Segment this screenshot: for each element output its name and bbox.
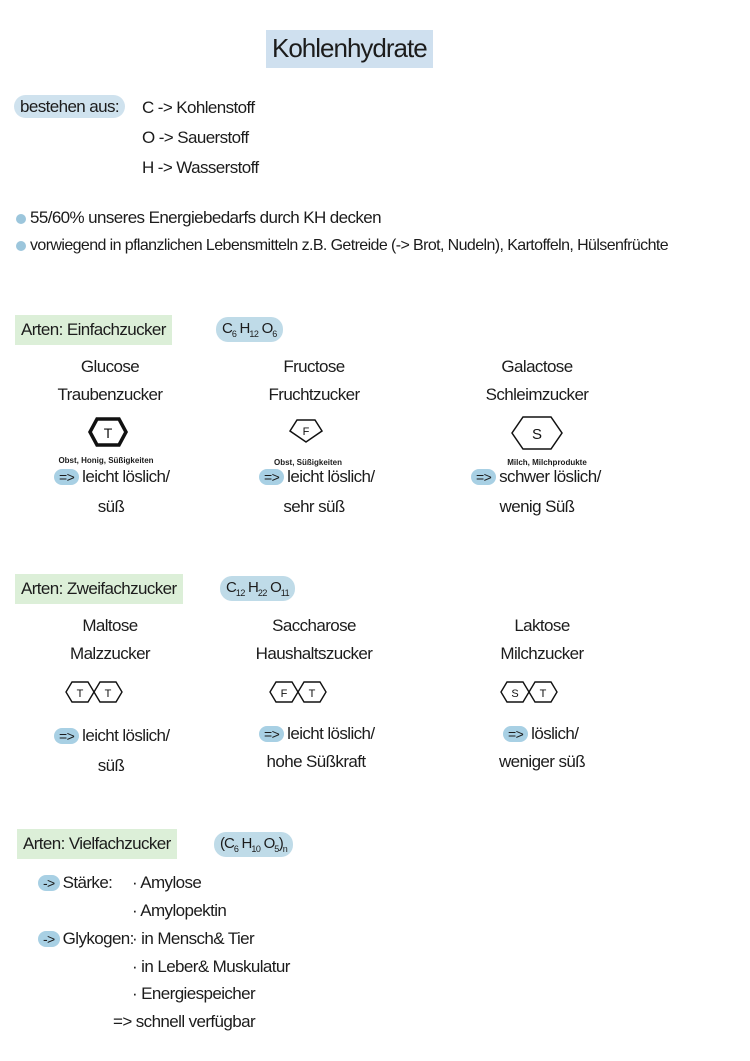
fructose-alt-name: Fruchtzucker xyxy=(268,385,360,404)
fructose-property-1: => leicht löslich/ xyxy=(259,467,375,487)
page-title: Kohlenhydrate xyxy=(266,30,433,68)
composition-item-o: O -> Sauerstoff xyxy=(142,128,249,147)
glucose-hexagon-icon xyxy=(88,416,128,448)
glycogen-item-1: · in Mensch& Tier xyxy=(132,929,255,948)
glucose-property-2: süß xyxy=(97,497,125,516)
saccharose-molecule-icon xyxy=(268,680,330,704)
arrow-icon: => xyxy=(259,469,284,485)
galactose-note: Milch, Milchprodukte xyxy=(507,458,587,467)
bullet-sources xyxy=(16,237,668,255)
glucose-alt-name: Traubenzucker xyxy=(57,385,163,404)
starch-item-amylose: · Amylose xyxy=(132,873,202,892)
fructose-pentagon-icon xyxy=(288,418,324,444)
maltose-name: Maltose xyxy=(82,616,138,635)
svg-text:S: S xyxy=(531,426,543,443)
galactose-alt-name: Schleimzucker xyxy=(485,385,589,404)
galactose-property-2: wenig Süß xyxy=(499,497,575,516)
glucose-name: Glucose xyxy=(80,357,140,376)
bullet-energy xyxy=(16,208,381,228)
galactose-hexagon-icon xyxy=(510,414,564,452)
svg-text:F: F xyxy=(280,688,288,700)
saccharose-property-2: hohe Süßkraft xyxy=(266,752,366,771)
svg-text:T: T xyxy=(539,688,547,700)
svg-text:T: T xyxy=(104,688,112,700)
laktose-name: Laktose xyxy=(514,616,570,635)
svg-text:T: T xyxy=(76,688,84,700)
maltose-molecule-icon xyxy=(64,680,126,704)
arrow-icon: -> xyxy=(38,931,60,947)
composition-label-wrap xyxy=(14,97,125,117)
maltose-alt-name: Malzzucker xyxy=(70,644,150,663)
composition-item-c: C -> Kohlenstoff xyxy=(142,98,255,117)
saccharose-alt-name: Haushaltszucker xyxy=(255,644,373,663)
laktose-property-2: weniger süß xyxy=(499,752,585,771)
glycogen-item-2: · in Leber& Muskulatur xyxy=(132,957,290,976)
composition-item-h: H -> Wasserstoff xyxy=(142,158,259,177)
bullet-sources-text: vorwiegend in pflanzlichen Lebensmitteln z.B. Getreide (-> Brot, Nudeln), Kartoffeln, Hülsenfrüchte xyxy=(30,237,669,254)
fructose-note: Obst, Süßigkeiten xyxy=(273,458,343,467)
arrow-icon: => xyxy=(471,469,496,485)
laktose-property-1: => löslich/ xyxy=(503,724,578,744)
maltose-property-2: süß xyxy=(97,756,125,775)
glycogen-label: -> Glykogen: xyxy=(38,929,134,949)
starch-item-amylopektin: · Amylopektin xyxy=(132,901,227,920)
arrow-icon: -> xyxy=(38,875,60,891)
arrow-icon: => xyxy=(54,469,79,485)
laktose-alt-name: Milchzucker xyxy=(500,644,584,663)
fructose-name: Fructose xyxy=(283,357,345,376)
bullet-energy-text: 55/60% unseres Energiebedarfs durch KH decken xyxy=(30,208,382,227)
bullet-dot-icon xyxy=(16,214,26,224)
starch-label: -> Stärke: xyxy=(38,873,112,893)
polysaccharides-formula: ($C_6$ $H_{10}$ $O_5)_n$ xyxy=(214,832,293,857)
arrow-icon: => xyxy=(503,726,528,742)
arrow-icon: => xyxy=(54,728,79,744)
galactose-name: Galactose xyxy=(501,357,573,376)
section-monosaccharides-heading: Arten: Einfachzucker xyxy=(15,315,172,345)
saccharose-property-1: => leicht löslich/ xyxy=(259,724,375,744)
galactose-property-1: => schwer löslich/ xyxy=(471,467,601,487)
disaccharides-formula: $C_{12}$ $H_{22}$ $O_{11}$ xyxy=(220,576,295,601)
bullet-dot-icon xyxy=(16,241,26,251)
svg-text:F: F xyxy=(302,426,310,438)
glucose-note: Obst, Honig, Süßigkeiten xyxy=(58,456,154,465)
glucose-property-1: => leicht löslich/ xyxy=(54,467,170,487)
saccharose-name: Saccharose xyxy=(272,616,356,635)
section-disaccharides-heading: Arten: Zweifachzucker xyxy=(15,574,183,604)
fructose-property-2: sehr süß xyxy=(283,497,345,516)
svg-text:T: T xyxy=(308,688,316,700)
monosaccharides-formula: $C_6$ $H_{12}$ $O_6$ xyxy=(216,317,283,342)
svg-text:T: T xyxy=(103,425,113,441)
laktose-molecule-icon xyxy=(499,680,561,704)
glycogen-summary: => schnell verfügbar xyxy=(113,1012,256,1031)
section-polysaccharides-heading: Arten: Vielfachzucker xyxy=(17,829,177,859)
maltose-property-1: => leicht löslich/ xyxy=(54,726,170,746)
composition-label: bestehen aus: xyxy=(14,95,125,118)
glycogen-item-3: · Energiespeicher xyxy=(132,984,256,1003)
arrow-icon: => xyxy=(259,726,284,742)
svg-text:S: S xyxy=(511,688,519,700)
